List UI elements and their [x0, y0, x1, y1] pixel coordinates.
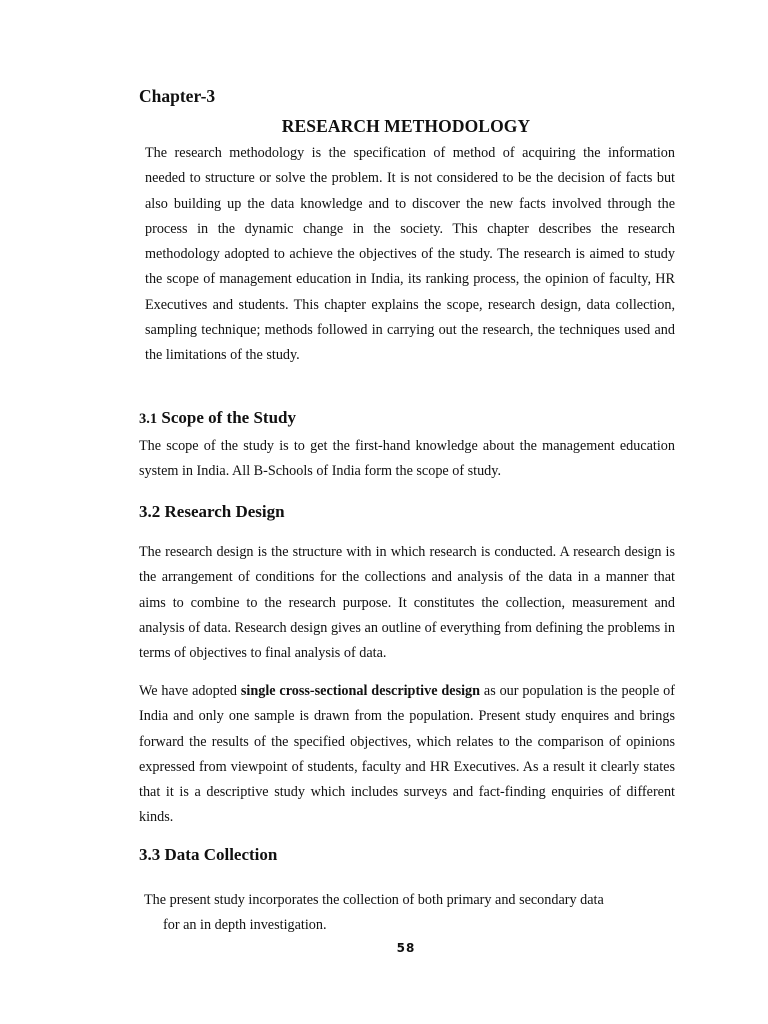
research-design-text-start: We have adopted: [139, 683, 241, 699]
data-collection-line-1: The present study incorporates the collection of both primary and secondary data: [144, 892, 604, 908]
page-title: RESEARCH METHODOLOGY: [281, 116, 531, 136]
research-design-paragraph-2: [139, 679, 675, 831]
data-collection-paragraph: [144, 888, 675, 939]
section-heading-research-design: 3.2 Research Design: [139, 502, 285, 521]
data-collection-line-2: for an in depth investigation.: [163, 917, 327, 934]
chapter-label: Chapter-3: [139, 86, 216, 106]
research-design-paragraph-1: The research design is the structure with in which research is conducted. A research design is the arrangement of conditions for the collections and analysis of the data in a manner that aims to combine to the research purpose. It constitutes the collection, measurement and analysis of data. Research design gives an outline of everything from defining the problems in terms of objectives to final analysis of data.: [139, 544, 675, 662]
research-design-text-end: as our population is the people of India and only one sample is drawn from the population. Present study enquires and brings forward the results of the specified objectives, which relates to the comparison of opinions expressed from viewpoint of students, faculty and HR Executives. As a result it clearly states that it is a descriptive study which includes surveys and fact-finding enquiries of different kinds.: [139, 683, 675, 826]
research-design-emphasis: single cross-sectional descriptive design: [240, 683, 481, 699]
page-number: 58: [396, 941, 416, 955]
intro-paragraph: The research methodology is the specification of method of acquiring the information needed to structure or solve the problem. It is not considered to be the decision of facts but also building up the data knowledge and to discover the new facts involved through the process in the dynamic change in the society. This chapter describes the research methodology adopted to achieve the objectives of the study. The research is aimed to study the scope of management education in India, its ranking process, the opinion of faculty, HR Executives and students. This chapter explains the scope, research design, data collection, sampling technique; methods followed in carrying out the research, the techniques used and the limitations of the study.: [145, 145, 675, 364]
section-heading-data-collection: 3.3 Data Collection: [139, 845, 278, 864]
section-title-scope: Scope of the Study: [161, 408, 296, 427]
scope-paragraph: The scope of the study is to get the first-hand knowledge about the management education system in India. All B-Schools of India form the scope of study.: [139, 438, 675, 480]
section-heading-scope: [139, 408, 296, 428]
section-number-scope: 3.1: [139, 411, 158, 427]
